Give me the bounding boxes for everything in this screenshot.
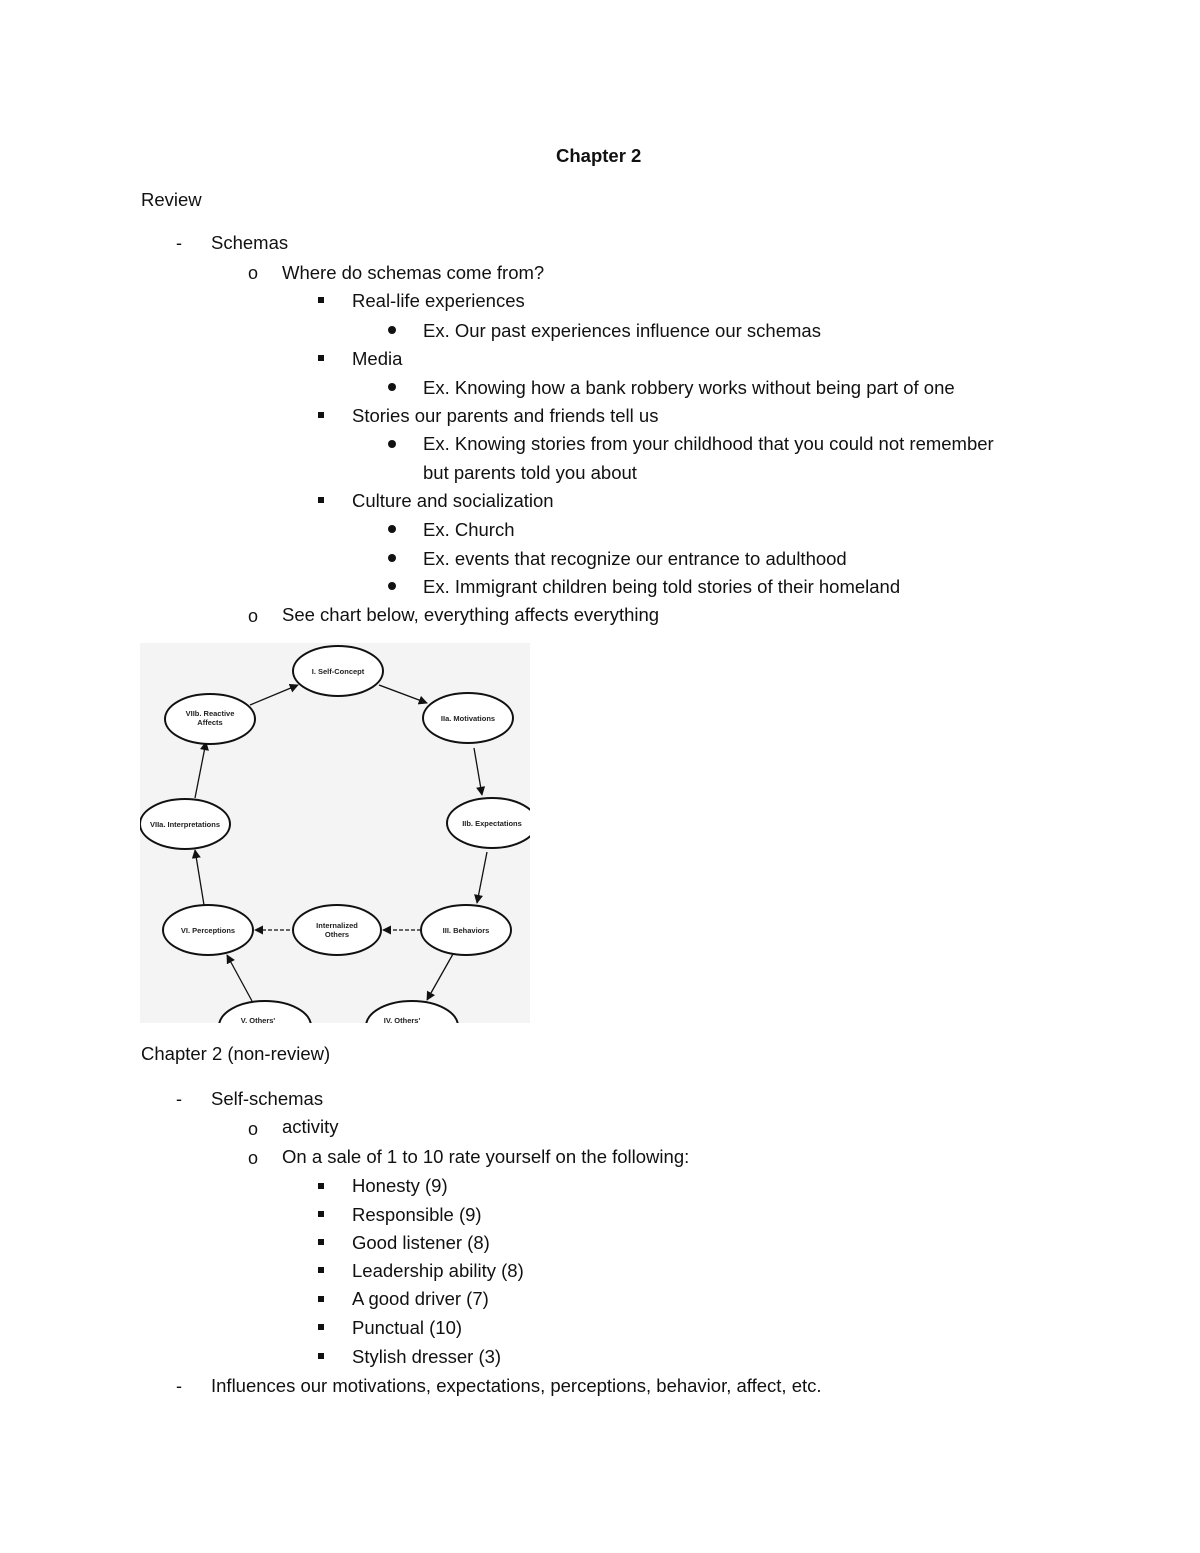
- rating-item: A good driver (7): [352, 1288, 489, 1309]
- svg-text:V. Others': V. Others': [240, 1016, 276, 1023]
- node-internalized-others: [293, 905, 381, 955]
- dash-marker: -: [176, 1089, 182, 1109]
- rating-prompt: On a sale of 1 to 10 rate yourself on the following:: [282, 1146, 690, 1167]
- example-church: Ex. Church: [423, 519, 515, 540]
- svg-text:IIb. Expectations: IIb. Expectations: [462, 819, 522, 828]
- square-bullet: [318, 1239, 324, 1245]
- square-bullet: [318, 1353, 324, 1359]
- schemas-item: Schemas: [211, 232, 289, 253]
- example-real-life: Ex. Our past experiences influence our schemas: [423, 320, 821, 341]
- square-bullet: [318, 1183, 324, 1189]
- edge-interpretations-to-reactive: [195, 742, 206, 798]
- example-stories-line2: but parents told you about: [423, 462, 637, 483]
- circle-marker: o: [248, 263, 259, 283]
- source-stories: Stories our parents and friends tell us: [352, 405, 659, 426]
- rating-item: Leadership ability (8): [352, 1260, 524, 1281]
- dash-marker: -: [176, 233, 182, 253]
- rating-item: Good listener (8): [352, 1232, 490, 1253]
- see-chart-note: See chart below, everything affects everything: [282, 604, 660, 625]
- activity-item: activity: [282, 1116, 339, 1137]
- node-interpretations: [140, 799, 230, 849]
- page-title: Chapter 2: [556, 145, 642, 166]
- svg-text:IIa. Motivations: IIa. Motivations: [440, 714, 496, 723]
- square-bullet: [318, 297, 324, 303]
- edge-behaviors-to-others-iv: [427, 954, 453, 1000]
- square-bullet: [318, 1267, 324, 1273]
- edge-reactive-to-self: [250, 685, 298, 705]
- svg-text:Others: Others: [324, 930, 350, 939]
- round-bullet: [388, 554, 396, 562]
- edge-motivations-to-expectations: [474, 748, 482, 795]
- square-bullet: [318, 355, 324, 361]
- nonreview-heading: Chapter 2 (non-review): [141, 1043, 331, 1064]
- example-media: Ex. Knowing how a bank robbery works without being part of one: [423, 377, 955, 398]
- self-schemas-item: Self-schemas: [211, 1088, 324, 1109]
- round-bullet: [388, 383, 396, 391]
- node-perceptions: [163, 905, 253, 955]
- schemas-question: Where do schemas come from?: [282, 262, 545, 283]
- circle-marker: o: [248, 1119, 259, 1139]
- edge-expectations-to-behaviors: [477, 852, 487, 903]
- svg-text:Internalized: Internalized: [316, 921, 358, 930]
- node-motivations: [423, 693, 513, 743]
- node-self-concept: [293, 646, 383, 696]
- influences-item: Influences our motivations, expectations, perceptions, behavior, affect, etc.: [211, 1375, 822, 1396]
- svg-text:VIIb. Reactive: VIIb. Reactive: [185, 709, 235, 718]
- node-reactive-affects: [165, 694, 255, 744]
- rating-item: Punctual (10): [352, 1317, 463, 1338]
- round-bullet: [388, 440, 396, 448]
- rating-item: Stylish dresser (3): [352, 1346, 502, 1367]
- round-bullet: [388, 582, 396, 590]
- self-concept-cycle-diagram: [140, 643, 530, 1023]
- node-others-iv: [366, 1001, 458, 1023]
- svg-text:I. Self-Concept: I. Self-Concept: [311, 667, 365, 676]
- rating-item: Honesty (9): [352, 1175, 448, 1196]
- svg-text:VIIa. Interpretations: VIIa. Interpretations: [149, 820, 221, 829]
- square-bullet: [318, 412, 324, 418]
- square-bullet: [318, 1296, 324, 1302]
- round-bullet: [388, 525, 396, 533]
- source-real-life: Real-life experiences: [352, 290, 525, 311]
- node-expectations: [447, 798, 530, 848]
- svg-text:Affects: Affects: [197, 718, 223, 727]
- rating-item: Responsible (9): [352, 1204, 482, 1225]
- edge-self-to-motivations: [379, 685, 427, 703]
- circle-marker: o: [248, 1148, 259, 1168]
- diagram-svg: [140, 643, 530, 1023]
- edge-others-v-to-perceptions: [227, 955, 252, 1001]
- review-heading: Review: [141, 189, 202, 210]
- round-bullet: [388, 326, 396, 334]
- example-immigrant: Ex. Immigrant children being told stories of their homeland: [423, 576, 901, 597]
- svg-text:IV. Others': IV. Others': [383, 1016, 421, 1023]
- example-adulthood: Ex. events that recognize our entrance to adulthood: [423, 548, 847, 569]
- square-bullet: [318, 1324, 324, 1330]
- edge-perceptions-to-interpretations: [195, 850, 204, 905]
- square-bullet: [318, 497, 324, 503]
- example-stories-line1: Ex. Knowing stories from your childhood that you could not remember: [423, 433, 994, 454]
- source-culture: Culture and socialization: [352, 490, 554, 511]
- svg-text:III. Behaviors: III. Behaviors: [442, 926, 490, 935]
- circle-marker: o: [248, 606, 259, 626]
- node-others-v: [219, 1001, 311, 1023]
- square-bullet: [318, 1211, 324, 1217]
- node-behaviors: [421, 905, 511, 955]
- dash-marker: -: [176, 1376, 182, 1396]
- source-media: Media: [352, 348, 403, 369]
- svg-text:VI. Perceptions: VI. Perceptions: [180, 926, 236, 935]
